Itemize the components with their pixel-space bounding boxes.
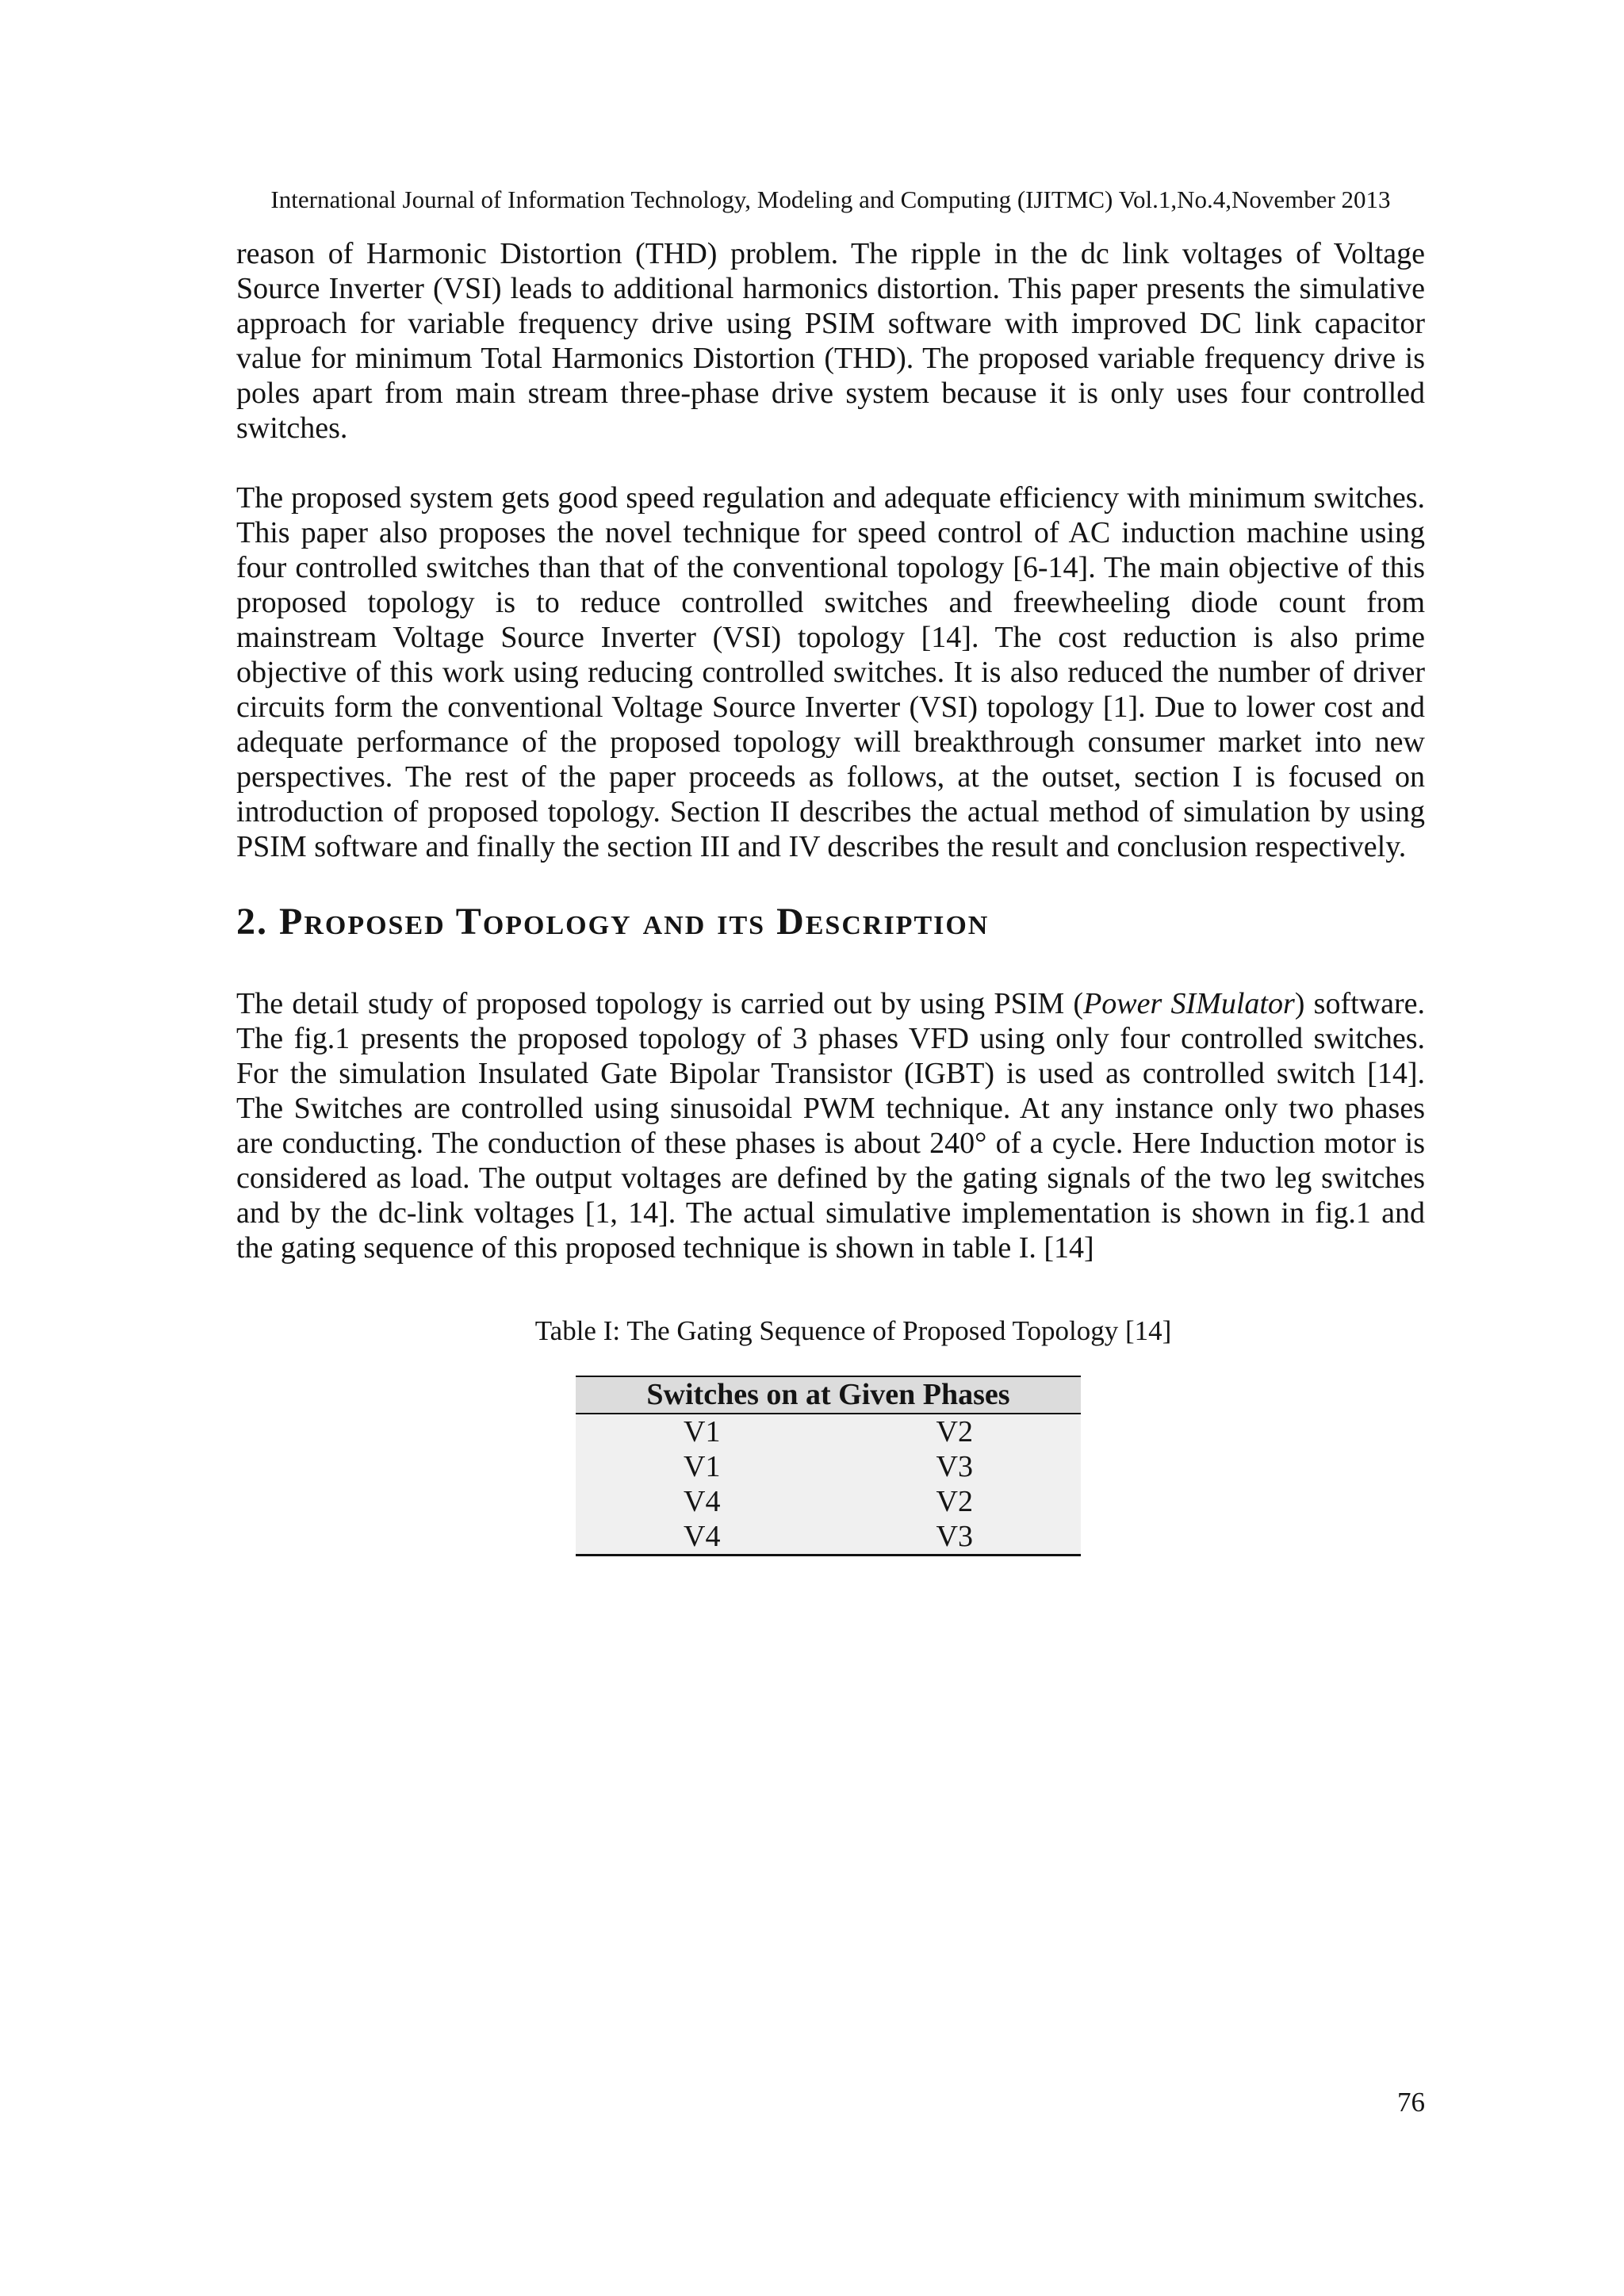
table-cell: V3 (829, 1449, 1082, 1484)
italic-term: Power SIMulator (1083, 987, 1295, 1020)
table-header-cell: Switches on at Given Phases (576, 1376, 1081, 1414)
paragraph-3 (236, 986, 1425, 1265)
text-line: introduction of proposed topology. Section II describes the actual method of simulation by using (236, 795, 1425, 828)
text-run: The detail study of proposed topology is carried out by using PSIM ( (236, 987, 1084, 1020)
text-line: value for minimum Total Harmonics Distortion (THD). The proposed variable frequency drive is (236, 342, 1425, 375)
table-cell: V1 (576, 1449, 829, 1484)
text-line: The Switches are controlled using sinusoidal PWM technique. At any instance only two phases (236, 1092, 1425, 1125)
paragraph-1 (236, 236, 1425, 446)
table-cell: V4 (576, 1519, 829, 1556)
text-line: This paper also proposes the novel technique for speed control of AC induction machine using (236, 516, 1425, 549)
text-line: poles apart from main stream three-phase drive system because it is only uses four controlled (236, 377, 1425, 410)
table-cell: V2 (829, 1414, 1082, 1449)
section-heading: 2. Proposed Topology and its Description (236, 901, 990, 943)
text-line: and by the dc-link voltages [1, 14]. The actual simulative implementation is shown in fig.1 and (236, 1196, 1425, 1230)
paragraph-2 (236, 480, 1425, 864)
text-line: considered as load. The output voltages are defined by the gating signals of the two leg switches (236, 1161, 1425, 1195)
text-line: mainstream Voltage Source Inverter (VSI) topology [14]. The cost reduction is also prime (236, 621, 1425, 654)
text-line: proposed topology is to reduce controlled switches and freewheeling diode count from (236, 586, 1425, 619)
table-row (576, 1414, 1081, 1449)
table-cell: V1 (576, 1414, 829, 1449)
text-line: four controlled switches than that of the conventional topology [6-14]. The main objective of this (236, 551, 1425, 584)
text-line: For the simulation Insulated Gate Bipolar Transistor (IGBT) is used as controlled switch [14]. (236, 1057, 1425, 1090)
text-line (236, 986, 1425, 1021)
text-run: ) software. (1294, 987, 1425, 1020)
table-cell: V4 (576, 1484, 829, 1519)
text-line: The proposed system gets good speed regulation and adequate efficiency with minimum switches. (236, 481, 1425, 515)
text-line: The fig.1 presents the proposed topology of 3 phases VFD using only four controlled switches. (236, 1022, 1425, 1055)
table-header-row (576, 1376, 1081, 1414)
table-row (576, 1449, 1081, 1484)
text-line: are conducting. The conduction of these phases is about 240° of a cycle. Here Induction motor is (236, 1127, 1425, 1160)
table-row (576, 1484, 1081, 1519)
text-line: reason of Harmonic Distortion (THD) problem. The ripple in the dc link voltages of Voltage (236, 237, 1425, 270)
text-line: circuits form the conventional Voltage Source Inverter (VSI) topology [1]. Due to lower cost and (236, 691, 1425, 724)
table-row (576, 1519, 1081, 1556)
running-header: International Journal of Information Technology, Modeling and Computing (IJITMC) Vol.1,No.4,November 2013 (270, 186, 1391, 213)
table-cell: V3 (829, 1519, 1082, 1556)
text-line: Source Inverter (VSI) leads to additional harmonics distortion. This paper presents the simulative (236, 272, 1425, 305)
page-number: 76 (1397, 2087, 1425, 2118)
text-line: switches. (236, 411, 348, 445)
text-line: perspectives. The rest of the paper proceeds as follows, at the outset, section I is focused on (236, 760, 1425, 794)
table-cell: V2 (829, 1484, 1082, 1519)
gating-sequence-table (576, 1376, 1081, 1556)
text-line: PSIM software and finally the section III and IV describes the result and conclusion respectively. (236, 830, 1407, 863)
text-line: the gating sequence of this proposed technique is shown in table I. [14] (236, 1231, 1094, 1265)
text-line: approach for variable frequency drive using PSIM software with improved DC link capacitor (236, 307, 1425, 340)
text-line: adequate performance of the proposed topology will breakthrough consumer market into new (236, 725, 1425, 759)
table-caption: Table I: The Gating Sequence of Proposed Topology [14] (534, 1315, 1172, 1346)
text-line: objective of this work using reducing controlled switches. It is also reduced the number of driver (236, 656, 1425, 689)
